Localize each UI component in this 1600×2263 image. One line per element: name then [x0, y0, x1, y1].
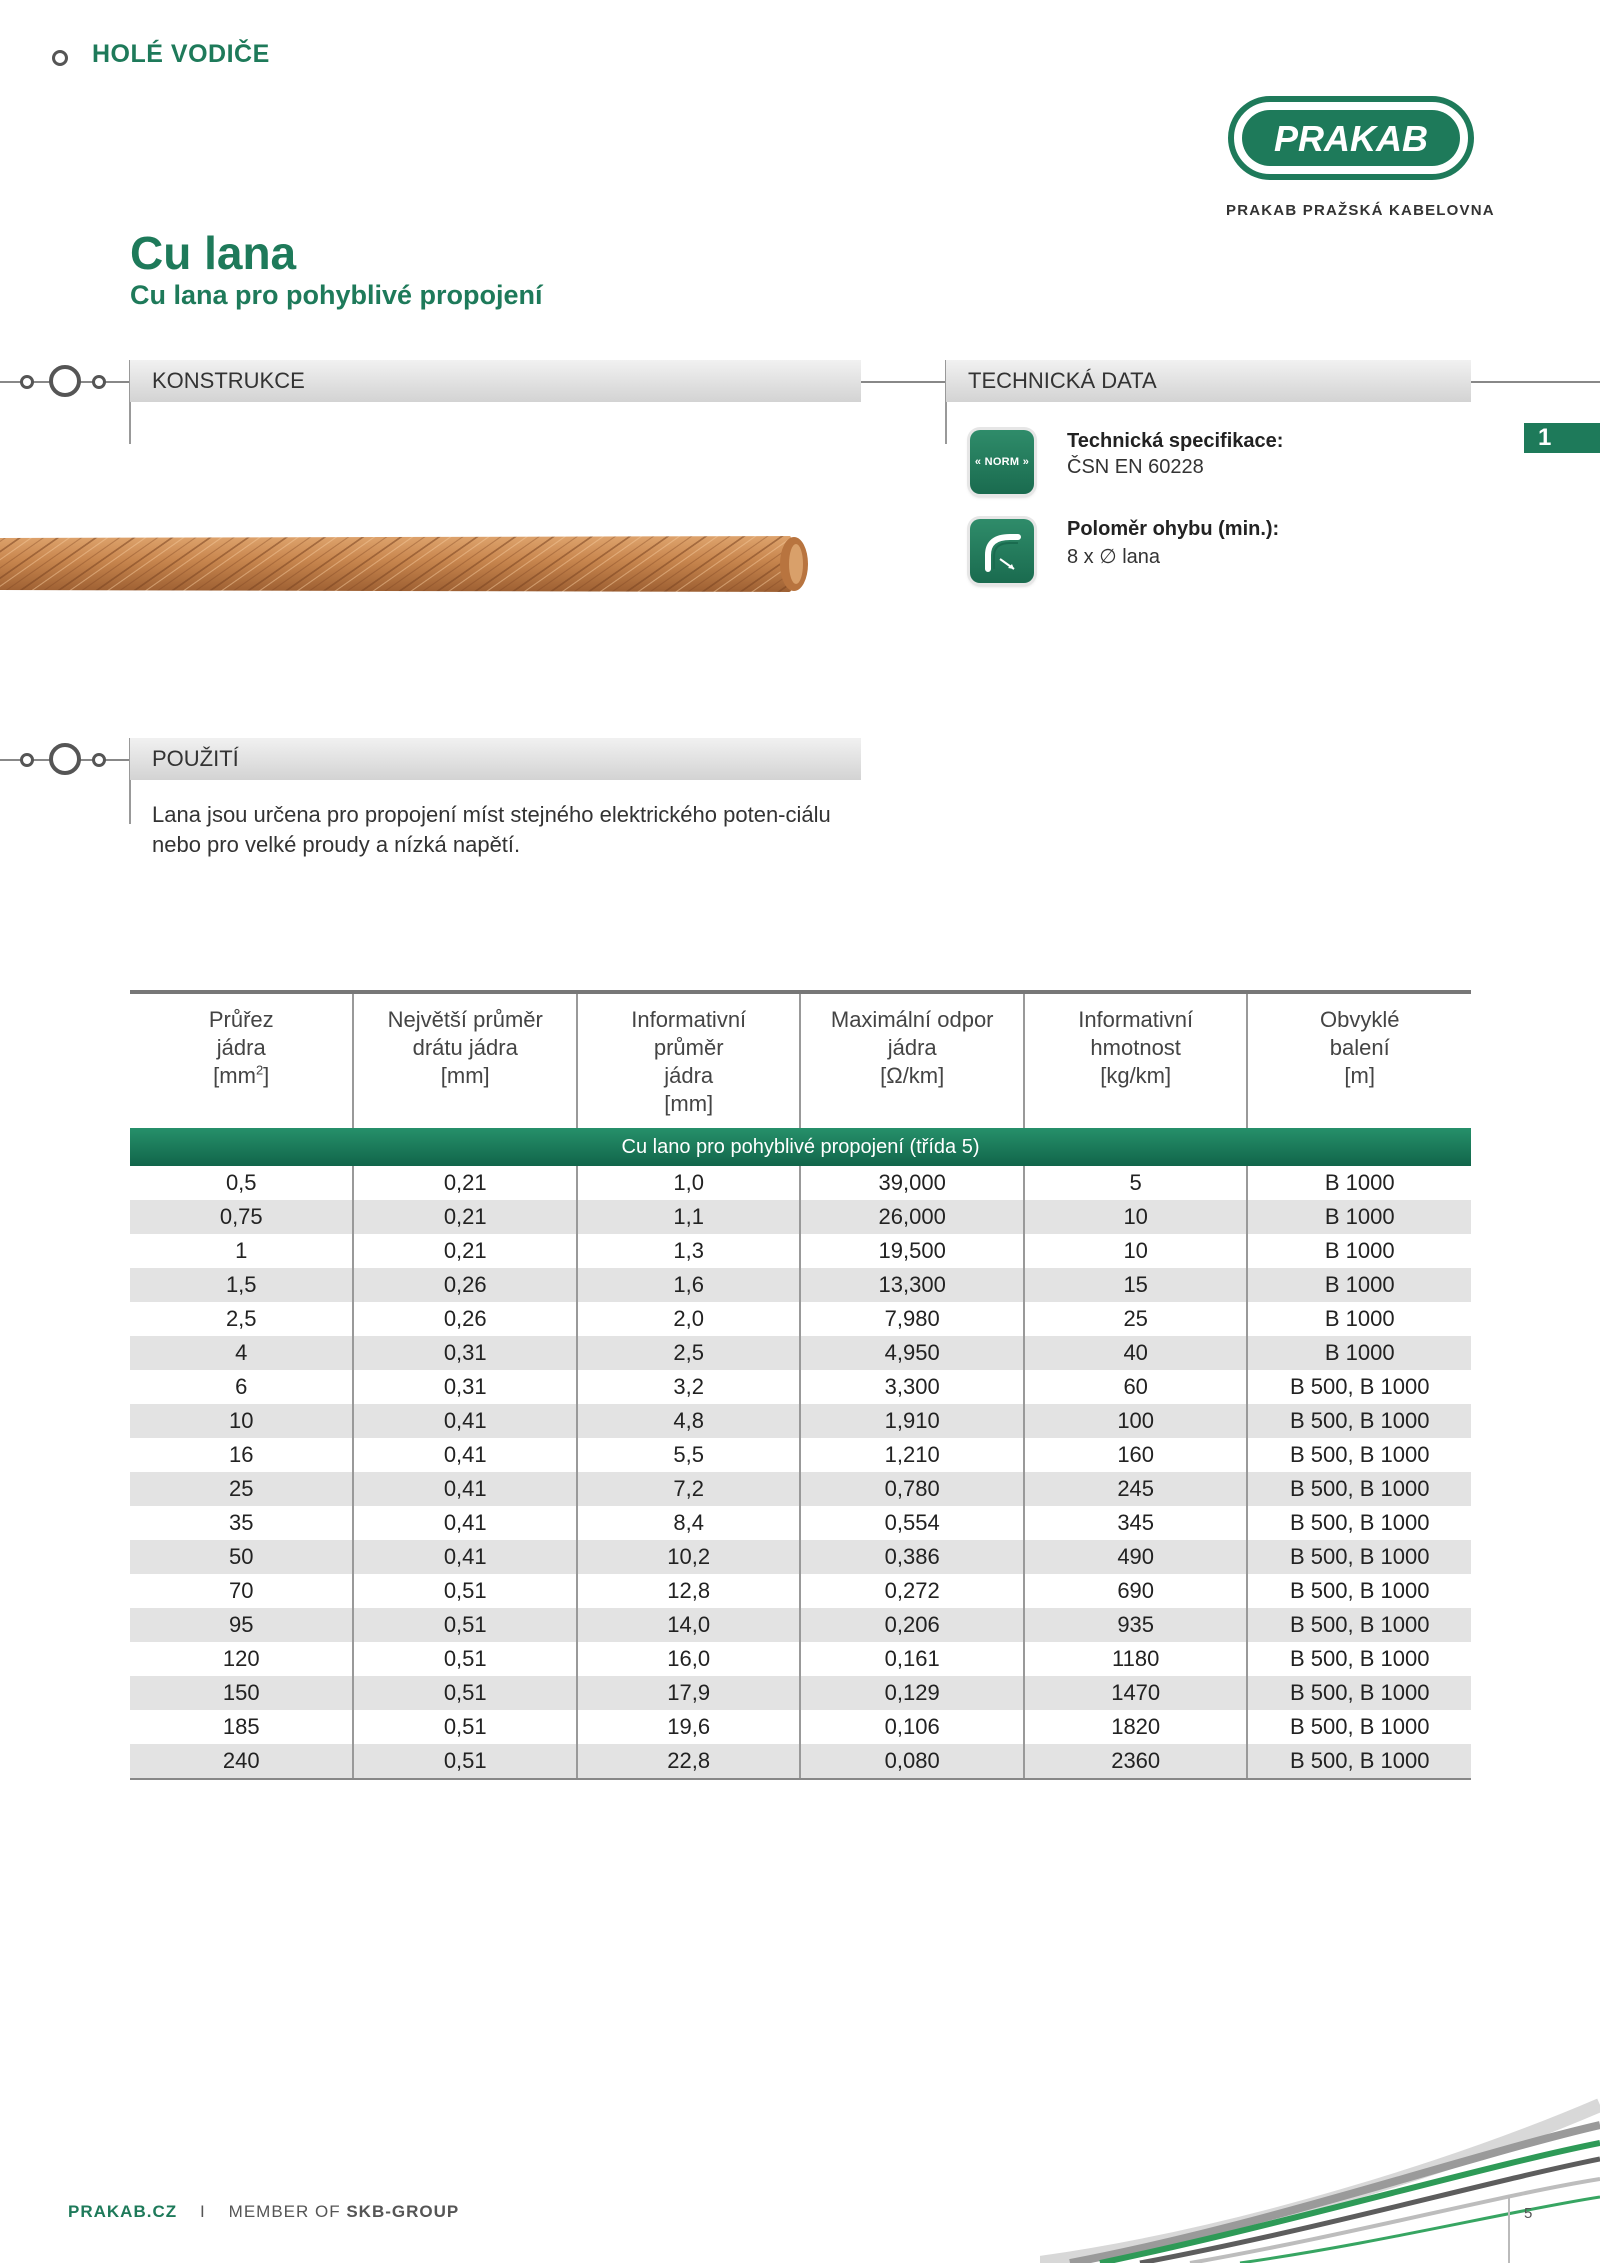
table-cell: 240	[130, 1744, 353, 1779]
bend-value: 8 x ∅ lana	[1067, 546, 1161, 568]
header-cross-section: Průřez jádra $[mm^2]$	[208, 1007, 274, 1088]
table-cell: 5	[1024, 1166, 1247, 1200]
bend-radius-icon	[970, 519, 1034, 583]
ring-small-icon	[92, 753, 106, 767]
spec-label: Technická specifikace:	[1067, 430, 1284, 452]
table-cell: 10	[1024, 1234, 1247, 1268]
prakab-logo	[1228, 96, 1474, 180]
table-cell: 95	[130, 1608, 353, 1642]
technical-label: TECHNICKÁ DATA	[968, 368, 1157, 393]
table-cell: 7,2	[577, 1472, 800, 1506]
table-cell: B 500, B 1000	[1247, 1506, 1471, 1540]
table-cell: 60	[1024, 1370, 1247, 1404]
table-cell: B 500, B 1000	[1247, 1710, 1471, 1744]
table-cell: 8,4	[577, 1506, 800, 1540]
ring-small-icon	[20, 375, 34, 389]
footer-member-group: SKB-GROUP	[346, 2202, 460, 2221]
footer-member-prefix: MEMBER OF	[228, 2202, 341, 2221]
table-cell: 0,41	[353, 1404, 576, 1438]
table-cell: 1,6	[577, 1268, 800, 1302]
table-cell: 0,51	[353, 1710, 576, 1744]
table-cell: 25	[1024, 1302, 1247, 1336]
table-cell: 690	[1024, 1574, 1247, 1608]
table-cell: 6	[235, 1374, 248, 1399]
table-cell: 7,980	[800, 1302, 1023, 1336]
table-cell: 0,21	[353, 1200, 576, 1234]
table-cell: B 500, B 1000	[1247, 1438, 1471, 1472]
table-row	[130, 1302, 1471, 1336]
table-row	[130, 1200, 1471, 1234]
table-cell: 1,3	[577, 1234, 800, 1268]
table-cell: 0,386	[800, 1540, 1023, 1574]
table-row	[130, 1744, 1471, 1779]
footer-credits	[68, 2202, 459, 2222]
table-cell: 26,000	[800, 1200, 1023, 1234]
table-cell: B 1000	[1247, 1268, 1471, 1302]
table-row	[130, 1166, 1471, 1200]
table-cell: 16	[229, 1442, 254, 1467]
header-wire-diameter: Největší průměr drátu jádra [mm]	[353, 992, 576, 1128]
table-cell: 0,31	[353, 1336, 576, 1370]
page-subtitle: Cu lana pro pohyblivé propojení	[130, 280, 543, 310]
table-cell: 0,206	[800, 1608, 1023, 1642]
norm-icon	[970, 430, 1034, 494]
table-group-label: Cu lano pro pohyblivé propojení (třída 5)	[130, 1128, 1471, 1166]
table-cell: 1180	[1024, 1642, 1247, 1676]
table-cell: 0,26	[353, 1268, 576, 1302]
table-cell: 10,2	[577, 1540, 800, 1574]
usage-label: POUŽITÍ	[152, 746, 239, 771]
table-cell: 16,0	[577, 1642, 800, 1676]
table-row	[130, 1540, 1471, 1574]
logo-subtitle: PRAKAB PRAŽSKÁ KABELOVNA	[1226, 202, 1495, 219]
table-cell: 245	[1024, 1472, 1247, 1506]
table-cell: 0,31	[353, 1370, 576, 1404]
section-connector-line	[1471, 381, 1600, 383]
table-cell: 1,910	[800, 1404, 1023, 1438]
table-cell: B 500, B 1000	[1247, 1540, 1471, 1574]
table-cell: B 500, B 1000	[1247, 1676, 1471, 1710]
table-cell: 3,2	[577, 1370, 800, 1404]
table-cell: B 500, B 1000	[1247, 1472, 1471, 1506]
table-cell: 4,950	[800, 1336, 1023, 1370]
table-cell: 4	[130, 1336, 353, 1370]
header-core-diameter: Informativní průměr jádra [mm]	[577, 992, 800, 1128]
table-cell: B 500, B 1000	[1247, 1642, 1471, 1676]
table-cell: B 1000	[1247, 1336, 1471, 1370]
footer-site-link[interactable]: PRAKAB.CZ	[68, 2202, 178, 2221]
ring-small-icon	[20, 753, 34, 767]
table-row	[130, 1642, 1471, 1676]
table-cell: B 1000	[1247, 1302, 1471, 1336]
table-cell: B 500, B 1000	[1247, 1574, 1471, 1608]
table-cell: 1,1	[577, 1200, 800, 1234]
table-cell: 19,6	[577, 1710, 800, 1744]
table-cell: 2,5	[577, 1336, 800, 1370]
table-cell: 490	[1024, 1540, 1247, 1574]
header-packaging: Obvyklé balení [m]	[1247, 992, 1471, 1128]
construction-label: KONSTRUKCE	[152, 368, 305, 393]
table-cell: 2,5	[225, 1306, 257, 1331]
table-cell: 0,21	[353, 1166, 576, 1200]
table-cell: 0,161	[800, 1642, 1023, 1676]
table-cell: 0,129	[800, 1676, 1023, 1710]
table-cell: 2,0	[577, 1302, 800, 1336]
copper-rope-image	[0, 524, 820, 604]
table-row	[130, 1438, 1471, 1472]
table-cell: B 1000	[1247, 1200, 1471, 1234]
table-cell: 1820	[1024, 1710, 1247, 1744]
table-cell: 0,51	[353, 1744, 576, 1779]
table-cell: 0,51	[353, 1574, 576, 1608]
table-cell: 0,51	[353, 1608, 576, 1642]
table-cell: 150	[130, 1676, 353, 1710]
table-cell: 0,41	[353, 1438, 576, 1472]
table-cell: 0,51	[353, 1676, 576, 1710]
table-cell: B 1000	[1247, 1234, 1471, 1268]
table-cell: 0,5	[225, 1170, 257, 1195]
table-cell: 0,41	[353, 1506, 576, 1540]
section-bullet-icon	[52, 50, 68, 66]
spec-table	[130, 990, 1471, 1780]
table-cell: 100	[1024, 1404, 1247, 1438]
chapter-tab: 1	[1524, 423, 1600, 453]
table-cell: 1,0	[577, 1166, 800, 1200]
table-row	[130, 1506, 1471, 1540]
table-cell: 0,080	[800, 1744, 1023, 1779]
table-cell: 12,8	[577, 1574, 800, 1608]
table-row	[130, 1574, 1471, 1608]
table-row	[130, 1472, 1471, 1506]
table-cell: B 1000	[1247, 1166, 1471, 1200]
table-header-row	[130, 992, 1471, 1128]
header-weight: Informativní hmotnost [kg/km]	[1024, 992, 1247, 1128]
table-row	[130, 1234, 1471, 1268]
table-cell: 4,8	[577, 1404, 800, 1438]
table-row	[130, 1608, 1471, 1642]
cable-decoration-image	[1040, 2095, 1600, 2263]
table-cell: 345	[1024, 1506, 1247, 1540]
table-cell: 14,0	[577, 1608, 800, 1642]
table-cell: 1,5	[130, 1268, 353, 1302]
table-cell: 35	[229, 1510, 254, 1535]
table-cell: 0,41	[353, 1540, 576, 1574]
table-cell: 0,75	[130, 1200, 353, 1234]
table-cell: 0,106	[800, 1710, 1023, 1744]
table-cell: 1470	[1024, 1676, 1247, 1710]
table-cell: 17,9	[577, 1676, 800, 1710]
table-cell: 70	[229, 1578, 254, 1603]
table-cell: 160	[1024, 1438, 1247, 1472]
table-cell: 40	[1024, 1336, 1247, 1370]
table-cell: 5,5	[577, 1438, 800, 1472]
table-cell: 0,51	[353, 1642, 576, 1676]
table-cell: B 500, B 1000	[1247, 1608, 1471, 1642]
table-cell: 0,26	[353, 1302, 576, 1336]
logo-text: PRAKAB	[1273, 118, 1429, 159]
ring-big-icon	[49, 743, 81, 775]
ring-big-icon	[49, 365, 81, 397]
usage-bar	[130, 738, 861, 780]
table-cell: 15	[1024, 1268, 1247, 1302]
table-row	[130, 1710, 1471, 1744]
table-cell: B 500, B 1000	[1247, 1404, 1471, 1438]
page-title: Cu lana	[130, 227, 297, 279]
construction-bar	[130, 360, 861, 402]
table-cell: 19,500	[800, 1234, 1023, 1268]
table-cell: 3,300	[800, 1370, 1023, 1404]
table-row	[130, 1336, 1471, 1370]
table-group-row	[130, 1128, 1471, 1166]
table-cell: 0,41	[353, 1472, 576, 1506]
table-row	[130, 1268, 1471, 1302]
table-cell: 13,300	[800, 1268, 1023, 1302]
table-cell: 0,272	[800, 1574, 1023, 1608]
table-row	[130, 1370, 1471, 1404]
norm-icon-text: « NORM »	[974, 456, 1030, 468]
table-cell: 0,21	[353, 1234, 576, 1268]
page-number-divider	[1508, 2196, 1510, 2263]
table-row	[130, 1404, 1471, 1438]
technical-bar	[946, 360, 1471, 402]
section-connector-line	[861, 381, 946, 383]
table-cell: 0,554	[800, 1506, 1023, 1540]
section-title: HOLÉ VODIČE	[92, 40, 270, 68]
table-cell: B 500, B 1000	[1247, 1370, 1471, 1404]
table-cell: 22,8	[577, 1744, 800, 1779]
table-cell: 10	[1024, 1200, 1247, 1234]
table-cell: 935	[1024, 1608, 1247, 1642]
table-cell: 0,780	[800, 1472, 1023, 1506]
bend-label: Poloměr ohybu (min.):	[1067, 518, 1280, 540]
table-cell: 25	[130, 1472, 353, 1506]
table-cell: 1,210	[800, 1438, 1023, 1472]
ring-small-icon	[92, 375, 106, 389]
table-cell: 39,000	[800, 1166, 1023, 1200]
table-cell: 2360	[1024, 1744, 1247, 1779]
table-cell: 120	[222, 1646, 260, 1671]
table-cell: 1	[235, 1238, 248, 1263]
table-cell: 185	[222, 1714, 260, 1739]
table-cell: B 500, B 1000	[1247, 1744, 1471, 1779]
footer-separator: I	[200, 2202, 206, 2221]
header-resistance: Maximální odpor jádra [Ω/km]	[800, 992, 1023, 1128]
usage-text: Lana jsou určena pro propojení míst stejného elektrického poten-ciálu nebo pro velké proudy a nízká napětí.	[152, 802, 831, 857]
table-row	[130, 1676, 1471, 1710]
page-number: 5	[1524, 2205, 1533, 2222]
spec-value: ČSN EN 60228	[1067, 456, 1204, 478]
table-cell: 10	[130, 1404, 353, 1438]
table-cell: 50	[130, 1540, 353, 1574]
